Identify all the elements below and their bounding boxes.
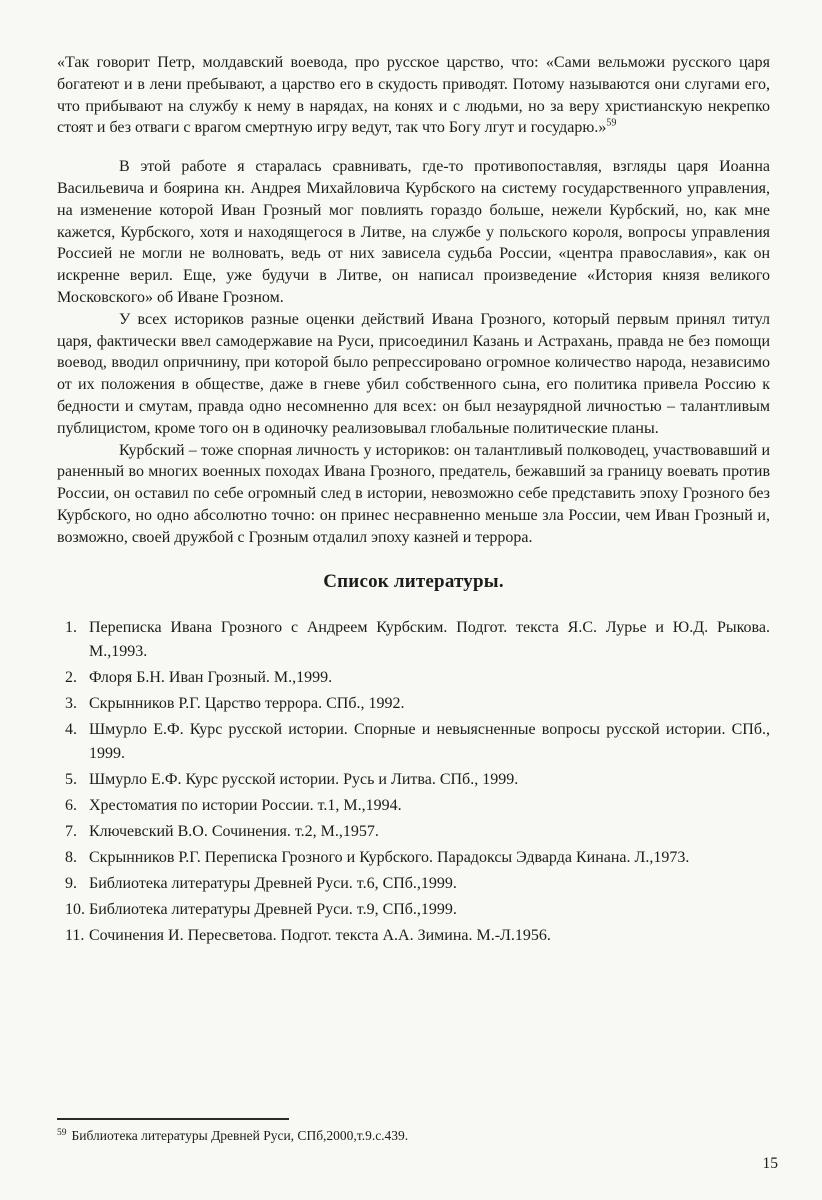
list-item-number: 2. xyxy=(65,669,77,687)
page-number: 15 xyxy=(762,1155,778,1173)
body-paragraph-2: У всех историков разные оценки действий Ивана Грозного, который первым принял титул царя, фактически ввел самодержавие на Руси, присоединил Казань и Астрахань, правда не без помощи воевод, вводил опричнину, при которой было репрессировано огромное количество народа, независимо от их положения в обществе, даже в гневе убил собственного сына, его политика привела Россию к бедности и смутам, правда одно несомненно для всех: он был незаурядной личностью – талантливым публицистом, кроме того он в одиночку реализовывал глобальные политические планы. xyxy=(57,310,770,437)
list-item-number: 1. xyxy=(65,619,77,637)
list-item xyxy=(57,846,770,870)
list-item-number: 5. xyxy=(65,771,77,789)
footnote-block xyxy=(57,1118,757,1145)
list-item-text: Шмурло Е.Ф. Курс русской истории. Русь и Литва. СПб., 1999. xyxy=(89,771,519,789)
list-item xyxy=(57,616,770,664)
list-item xyxy=(57,820,770,844)
list-item-text: Хрестоматия по истории России. т.1, М.,1994. xyxy=(89,797,402,815)
list-item xyxy=(57,872,770,896)
list-item-text: Скрынников Р.Г. Царство террора. СПб., 1992. xyxy=(89,695,405,713)
bibliography-heading: Список литературы. xyxy=(323,570,504,592)
list-item-number: 10. xyxy=(65,901,85,919)
list-item-text: Библиотека литературы Древней Руси. т.6, СПб.,1999. xyxy=(89,875,457,893)
list-item-text: Переписка Ивана Грозного с Андреем Курбским. Подгот. текста Я.С. Лурье и Ю.Д. Рыкова. М.,1993. xyxy=(89,619,770,661)
list-item-text: Сочинения И. Пересветова. Подгот. текста А.А. Зимина. М.-Л.1956. xyxy=(89,927,551,945)
list-item-text: Ключевский В.О. Сочинения. т.2, М.,1957. xyxy=(89,823,379,841)
list-item-number: 11. xyxy=(65,927,85,945)
list-item xyxy=(57,898,770,922)
list-item xyxy=(57,768,770,792)
list-item-number: 7. xyxy=(65,823,77,841)
list-item-text: Скрынников Р.Г. Переписка Грозного и Курбского. Парадоксы Эдварда Кинана. Л.,1973. xyxy=(89,849,690,867)
list-item-text: Шмурло Е.Ф. Курс русской истории. Спорные и невыясненные вопросы русской истории. СПб., 1999. xyxy=(89,721,770,763)
list-item-number: 6. xyxy=(65,797,77,815)
list-item xyxy=(57,666,770,690)
quote-text: «Так говорит Петр, молдавский воевода, про русское царство, что: «Сами вельможи русского царя богатеют и в лени пребывают, а царство его в скудость приводят. Потому называются они слугами его, что прибывают на службу к нему в нарядах, на конях и с людьми, но за веру христианскую некрепко стоят и без отваги с врагом смертную игру ведут, так что Богу лгут и государю.» xyxy=(57,54,770,137)
list-item-number: 9. xyxy=(65,875,77,893)
list-item-number: 3. xyxy=(65,695,77,713)
body-paragraph-3: Курбский – тоже спорная личность у историков: он талантливый полководец, участвовавший и раненный во многих военных походах Ивана Грозного, предатель, бежавший за границу воевать против России, он оставил по себе огромный след в истории, невозможно себе представить эпоху Грозного без Курбского, но одно абсолютно точно: он принес несравненно меньше зла России, чем Иван Грозный и, возможно, своей дружбой с Грозным отдалил эпоху казней и террора. xyxy=(57,441,770,546)
list-item-number: 4. xyxy=(65,721,77,739)
list-item-text: Библиотека литературы Древней Руси. т.9, СПб.,1999. xyxy=(89,901,457,919)
footnote-divider xyxy=(57,1118,289,1120)
footnote-number: 59 xyxy=(57,1127,67,1138)
list-item xyxy=(57,718,770,766)
list-item-text: Флоря Б.Н. Иван Грозный. М.,1999. xyxy=(89,669,333,687)
body-paragraph-1: В этой работе я старалась сравнивать, где-то противопоставляя, взгляды царя Иоанна Васильевича и боярина кн. Андрея Михайловича Курбского на систему государственного управления, на изменение которой Иван Грозный мог повлиять гораздо больше, нежели Курбский, но, как мне кажется, Курбского, хотя и находящегося в Литве, на службе у польского короля, вопросы управления Россией не могли не волновать, ведь от них зависела судьба России, «центра православия», как он искренне верил. Еще, уже будучи в Литве, он написал произведение «История князя великого Московского» об Иване Грозном. xyxy=(57,158,770,306)
quote-paragraph xyxy=(57,52,770,139)
bibliography-list xyxy=(57,616,770,948)
list-item-number: 8. xyxy=(65,849,77,867)
list-item xyxy=(57,794,770,818)
list-item xyxy=(57,924,770,948)
list-item xyxy=(57,692,770,716)
footnote-reference: 59 xyxy=(606,118,617,130)
footnote xyxy=(57,1127,757,1145)
footnote-text: Библиотека литературы Древней Руси, СПб,2000,т.9.с.439. xyxy=(71,1128,409,1143)
